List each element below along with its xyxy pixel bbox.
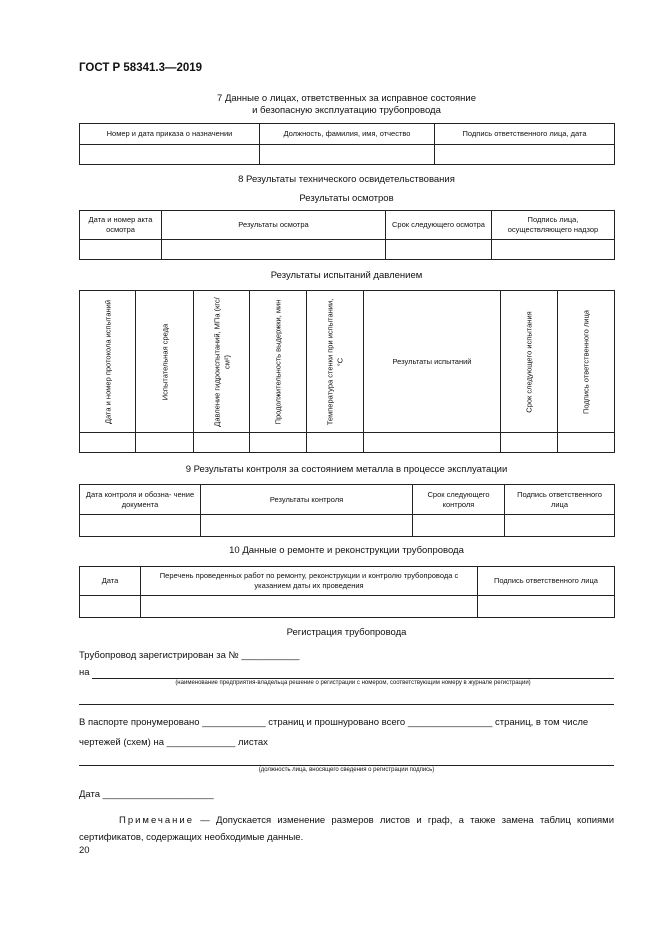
table-cell[interactable] xyxy=(250,433,307,453)
column-header: Срок следующего контроля xyxy=(413,485,505,515)
column-header: Дата контроля и обозна- чение документа xyxy=(80,485,201,515)
owner-enterprise-caption: (наименование предприятия-владельца решение о регистрации с номером, соответствующим номеру в журнале регистрации) xyxy=(175,680,531,686)
table-cell[interactable] xyxy=(201,515,413,537)
column-header: Результаты испытаний xyxy=(364,291,501,433)
table-header-row xyxy=(80,485,615,515)
column-header: Температура стенки при испытании, °С xyxy=(307,291,364,433)
pressure-tests-title: Результаты испытаний давлением xyxy=(270,270,423,281)
table-row xyxy=(80,145,615,165)
table-cell[interactable] xyxy=(478,596,615,618)
owner-enterprise-line-2[interactable] xyxy=(79,704,614,705)
pressure-tests-table xyxy=(79,290,615,453)
column-header: Результаты осмотра xyxy=(162,211,386,240)
table-cell[interactable] xyxy=(364,433,501,453)
column-header: Подпись ответственного лица xyxy=(558,291,615,433)
at-prefix-label: на xyxy=(79,667,90,678)
column-header: Продолжительность выдержки, мин xyxy=(250,291,307,433)
column-header: Подпись лица, осуществляющего надзор xyxy=(492,211,615,240)
owner-enterprise-line[interactable] xyxy=(92,678,614,679)
note-text: — Допускается изменение размеров листов и граф, а также замена таблиц копиями сертификатов, содержащих необходимые данные. xyxy=(79,815,614,843)
column-header: Срок следующего испытания xyxy=(501,291,558,433)
table-cell[interactable] xyxy=(307,433,364,453)
registered-under-field[interactable]: Трубопровод зарегистрирован за № ___________ xyxy=(79,650,300,661)
column-header: Подпись ответственного лица, дата xyxy=(435,124,615,145)
table-cell[interactable] xyxy=(80,596,141,618)
column-header: Результаты контроля xyxy=(201,485,413,515)
column-header: Перечень проведенных работ по ремонту, реконструкции и контролю трубопровода с указанием даты их проведения xyxy=(141,567,478,596)
table-cell[interactable] xyxy=(80,433,136,453)
table-cell[interactable] xyxy=(413,515,505,537)
table-cell[interactable] xyxy=(80,145,260,165)
table-cell[interactable] xyxy=(80,240,162,260)
table-cell[interactable] xyxy=(501,433,558,453)
table-row xyxy=(80,596,615,618)
table-row xyxy=(80,240,615,260)
table-row xyxy=(80,433,615,453)
section-10-title: 10 Данные о ремонте и реконструкции трубопровода xyxy=(229,545,464,556)
column-header: Дата и номер протокола испытаний xyxy=(80,291,136,433)
column-header: Дата и номер акта осмотра xyxy=(80,211,162,240)
section-9-title: 9 Результаты контроля за состоянием металла в процессе эксплуатации xyxy=(185,464,508,475)
table-cell[interactable] xyxy=(141,596,478,618)
document-code: ГОСТ Р 58341.3—2019 xyxy=(79,62,203,74)
column-header: Подпись ответственного лица xyxy=(505,485,615,515)
table-cell[interactable] xyxy=(386,240,492,260)
table-header-row xyxy=(80,567,615,596)
note-paragraph xyxy=(79,812,614,846)
table-row xyxy=(80,515,615,537)
signature-caption: (должность лица, вносящего сведения о регистрации подпись) xyxy=(258,767,435,773)
table-cell[interactable] xyxy=(194,433,250,453)
table-cell[interactable] xyxy=(136,433,194,453)
metal-control-table xyxy=(79,484,615,537)
column-header: Номер и дата приказа о назначении xyxy=(80,124,260,145)
section-7-title-line1: 7 Данные о лицах, ответственных за исправное состояние xyxy=(217,93,476,104)
date-field[interactable]: Дата _____________________ xyxy=(79,789,214,800)
section-8-title: 8 Результаты технического освидетельствования xyxy=(238,174,455,185)
table-cell[interactable] xyxy=(162,240,386,260)
drawings-count-field[interactable]: чертежей (схем) на _____________ листах xyxy=(79,737,268,748)
registration-title: Регистрация трубопровода xyxy=(286,627,407,638)
note-label: Примечание xyxy=(119,815,194,826)
table-cell[interactable] xyxy=(505,515,615,537)
table-header-row xyxy=(80,124,615,145)
section-7-title xyxy=(79,93,614,117)
column-header: Давление гидроиспытаний, МПа (кгс/см²) xyxy=(194,291,250,433)
column-header: Должность, фамилия, имя, отчество xyxy=(260,124,435,145)
table-header-row xyxy=(80,211,615,240)
section-7-title-line2: и безопасную эксплуатацию трубопровода xyxy=(252,105,441,116)
signature-line[interactable] xyxy=(79,765,614,766)
page-number: 20 xyxy=(79,845,90,856)
repair-table xyxy=(79,566,615,618)
inspections-table xyxy=(79,210,615,260)
column-header: Подпись ответственного лица xyxy=(478,567,615,596)
table-cell[interactable] xyxy=(558,433,615,453)
responsible-persons-table xyxy=(79,123,615,165)
table-cell[interactable] xyxy=(492,240,615,260)
inspections-title: Результаты осмотров xyxy=(299,193,394,204)
table-cell[interactable] xyxy=(260,145,435,165)
column-header: Испытательная среда xyxy=(136,291,194,433)
pages-count-field[interactable]: В паспорте пронумеровано ____________ страниц и прошнуровано всего ________________ страниц, в том числе xyxy=(79,717,589,728)
table-cell[interactable] xyxy=(80,515,201,537)
table-cell[interactable] xyxy=(435,145,615,165)
table-header-row xyxy=(80,291,615,433)
column-header: Дата xyxy=(80,567,141,596)
column-header: Срок следующего осмотра xyxy=(386,211,492,240)
